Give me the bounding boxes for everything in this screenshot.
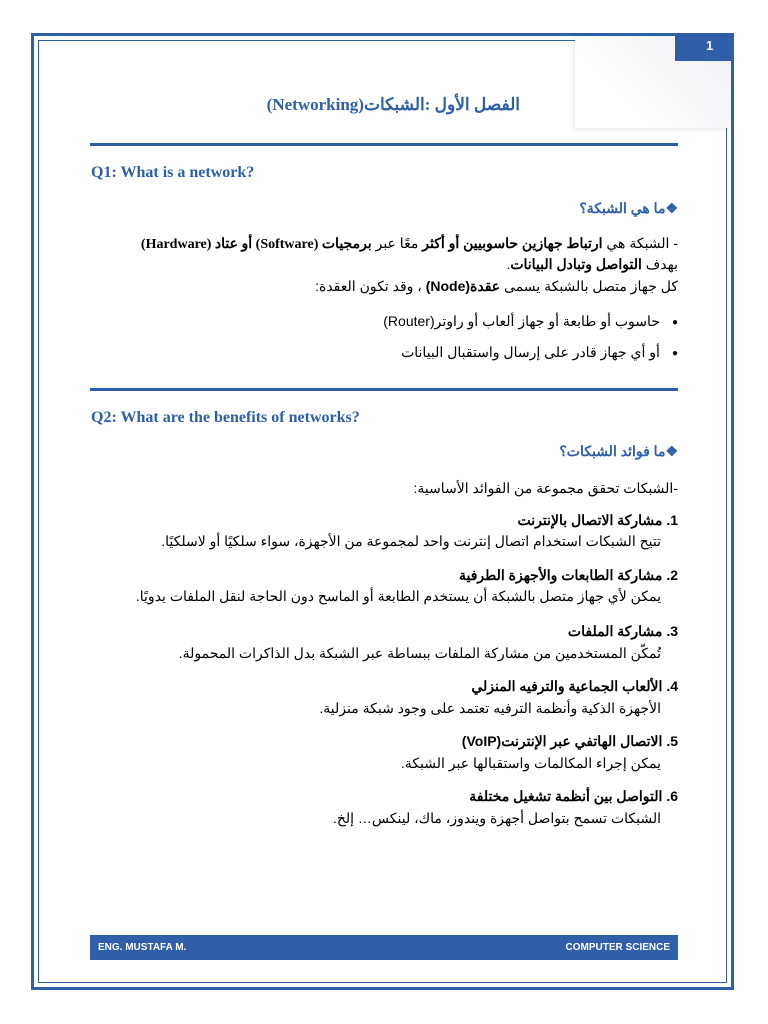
- q1-definition-line2: [88, 254, 678, 274]
- benefit-number: 4.: [666, 678, 678, 694]
- page-number-tab: [675, 36, 731, 61]
- section-divider: [90, 388, 678, 391]
- benefit-title: [469, 788, 678, 805]
- benefit-number: 5.: [666, 733, 678, 749]
- benefit-title-text: مشاركة الاتصال بالإنترنت: [517, 512, 663, 528]
- q1-text: .: [506, 256, 511, 272]
- benefit-title-text: مشاركة الطابعات والأجهزة الطرفية: [458, 567, 663, 583]
- q1-bold: التواصل وتبادل البيانات: [510, 256, 642, 272]
- benefit-title: [568, 623, 678, 640]
- benefit-description: الأجهزة الذكية وأنظمة الترفيه تعتمد على وجود شبكة منزلية.: [319, 700, 661, 716]
- bullet-icon: ●: [671, 316, 678, 328]
- title-divider: [90, 143, 678, 146]
- footer-author: ENG. MUSTAFA M.: [98, 942, 187, 953]
- page-number: 1: [706, 38, 714, 53]
- benefit-number: 2.: [666, 567, 678, 583]
- benefit-title-text: الاتصال الهاتفي عبر الإنترنت(VoIP): [461, 733, 663, 749]
- benefit-title-text: الألعاب الجماعية والترفيه المنزلي: [471, 678, 663, 694]
- q1-bullet: [401, 344, 678, 361]
- q1-node-line: [88, 276, 678, 296]
- bullet-icon: ●: [671, 347, 678, 359]
- q1-text: بهدف: [641, 256, 678, 272]
- benefit-title-text: التواصل بين أنظمة تشغيل مختلفة: [469, 788, 663, 804]
- q2-heading: Q2: What are the benefits of networks?: [91, 409, 360, 426]
- benefit-description: تتيح الشبكات استخدام اتصال إنترنت واحد لمجموعة من الأجهزة، سواء سلكيًا أو لاسلكيًا.: [161, 533, 661, 549]
- q1-bold: ارتباط جهازين حاسوبيين أو أكثر: [422, 235, 603, 251]
- q1-text: كل جهاز متصل بالشبكة يسمى: [500, 278, 678, 294]
- footer-bar: [90, 935, 678, 960]
- q1-bold: عقدة(Node): [425, 278, 501, 294]
- benefit-description: الشبكات تسمح بتواصل أجهزة ويندوز، ماك، لينكس… إلخ.: [332, 810, 661, 826]
- q1-bullet: [383, 313, 678, 330]
- benefit-description: يمكن لأي جهاز متصل بالشبكة أن يستخدم الطابعة أو الماسح دون الحاجة لنقل الملفات يدويًا.: [135, 588, 661, 604]
- bullet-text: حاسوب أو طابعة أو جهاز ألعاب أو راوتر(Router): [383, 313, 660, 329]
- bullet-text: أو أي جهاز قادر على إرسال واستقبال البيانات: [401, 344, 660, 360]
- benefit-number: 3.: [666, 623, 678, 639]
- q1-subheading: ❖ما هي الشبكة؟: [579, 200, 678, 216]
- q1-text: - الشبكة هي: [602, 235, 678, 251]
- benefit-title: [459, 567, 678, 584]
- benefit-title: [517, 512, 678, 529]
- q1-definition-line1: [88, 233, 678, 255]
- benefit-title-text: مشاركة الملفات: [567, 623, 663, 639]
- benefit-number: 6.: [666, 788, 678, 804]
- q2-subheading: ❖ما فوائد الشبكات؟: [559, 443, 678, 459]
- benefit-description: تُمكّن المستخدمين من مشاركة الملفات ببساطة عبر الشبكة بدل الذاكرات المحمولة.: [178, 645, 661, 661]
- page-title: الفصل الأول :الشبكات(Networking): [266, 95, 520, 114]
- q1-heading: Q1: What is a network?: [91, 164, 255, 181]
- benefit-title: [471, 678, 678, 695]
- q1-bold: برمجيات (Software) أو عتاد (Hardware): [140, 237, 372, 252]
- q2-intro: -الشبكات تحقق مجموعة من الفوائد الأساسية:: [413, 480, 678, 496]
- benefit-description: يمكن إجراء المكالمات واستقبالها عبر الشبكة.: [400, 755, 661, 771]
- benefit-number: 1.: [666, 512, 678, 528]
- q1-text: معًا عبر: [371, 235, 423, 251]
- benefit-title: [462, 733, 678, 750]
- footer-subject: COMPUTER SCIENCE: [565, 942, 670, 953]
- q1-text: ، وقد تكون العقدة:: [315, 278, 426, 294]
